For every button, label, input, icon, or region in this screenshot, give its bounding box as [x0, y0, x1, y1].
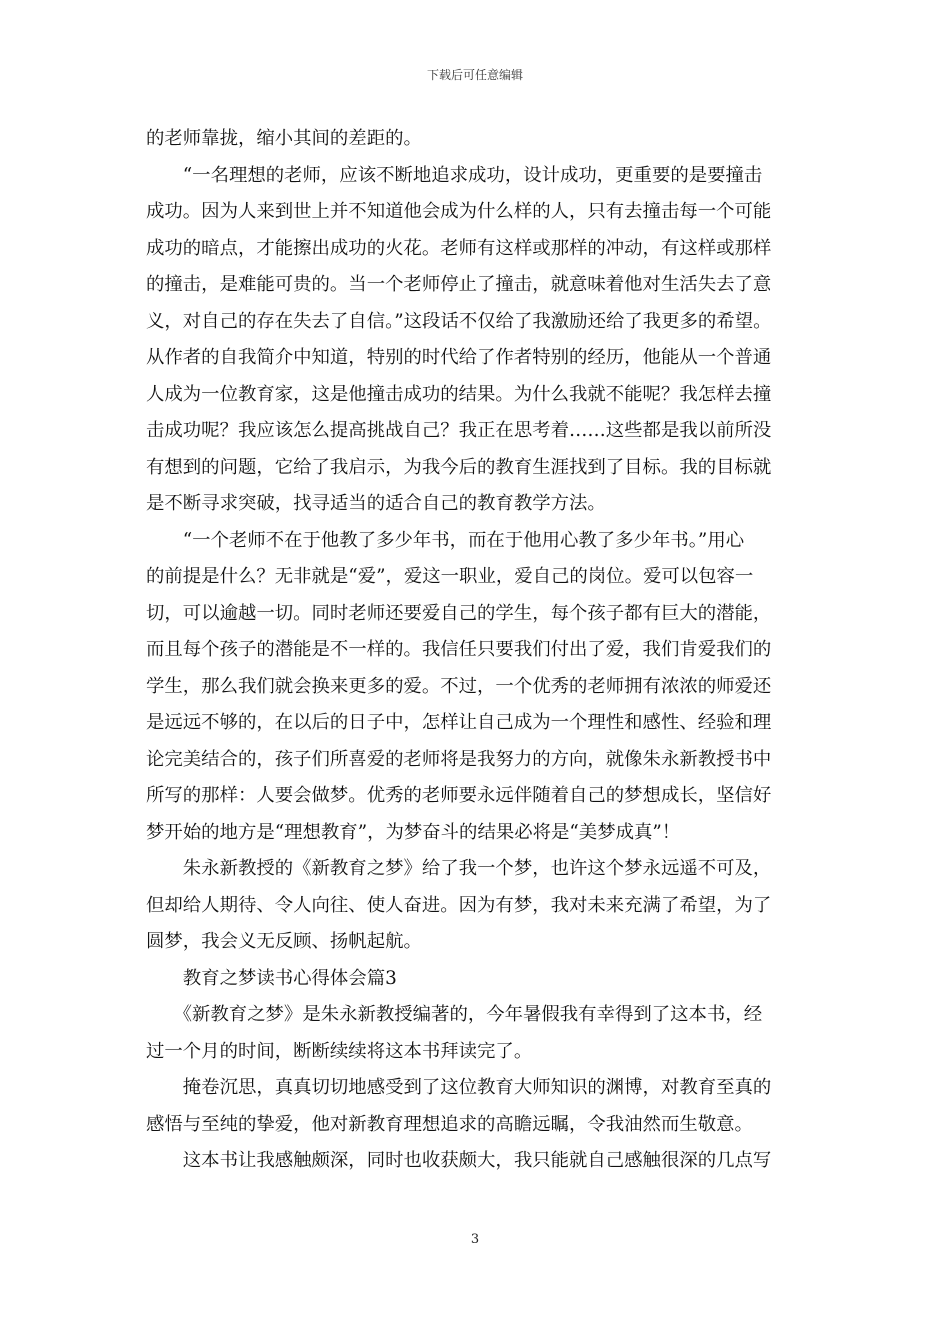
text-line: 人成为一位教育家，这是他撞击成功的结果。为什么我就不能呢？我怎样去撞 — [146, 383, 772, 405]
text-line: 圆梦，我会义无反顾、扬帆起航。 — [146, 931, 422, 952]
text-line: 感悟与至纯的挚爱，他对新教育理想追求的高瞻远瞩，令我油然而生敬意。 — [146, 1113, 753, 1135]
text-line: 教育之梦读书心得体会篇3 — [146, 967, 397, 989]
text-line: 的撞击，是难能可贵的。当一个老师停止了撞击，就意味着他对生活失去了意 — [146, 274, 772, 295]
text-line: 论完美结合的，孩子们所喜爱的老师将是我努力的方向，就像朱永新教授书中 — [146, 748, 772, 770]
page-header: 下载后可任意编辑 — [426, 68, 523, 82]
text-line: 的前提是什么？无非就是“爱”，爱这一职业，爱自己的岗位。爱可以包容一 — [146, 566, 754, 587]
text-line: 成功。因为人来到世上并不知道他会成为什么样的人，只有去撞击每一个可能 — [146, 201, 772, 222]
text-line: 所写的那样：人要会做梦。优秀的老师要永远伴随着自己的梦想成长，坚信好 — [146, 785, 772, 806]
text-line: 学生，那么我们就会换来更多的爱。不过，一个优秀的老师拥有浓浓的师爱还 — [146, 675, 772, 697]
page-number: 3 — [470, 1232, 480, 1247]
text-line: 成功的暗点，才能擦出成功的火花。老师有这样或那样的冲动，有这样或那样 — [146, 237, 772, 259]
text-line: 掩卷沉思，真真切切地感受到了这位教育大师知识的渊博，对教育至真的 — [146, 1077, 772, 1098]
text-line: 过一个月的时间，断断续续将这本书拜读完了。 — [146, 1040, 533, 1062]
text-line: 而且每个孩子的潜能是不一样的。我信任只要我们付出了爱，我们肯爱我们的 — [146, 639, 772, 660]
text-line: 这本书让我感触颇深，同时也收获颇大，我只能就自己感触很深的几点写 — [146, 1150, 772, 1171]
text-line: 有想到的问题，它给了我启示，为我今后的教育生涯找到了目标。我的目标就 — [146, 456, 772, 478]
text-line: 但却给人期待、令人向往、使人奋进。因为有梦，我对未来充满了希望，为了 — [146, 894, 772, 916]
text-line: 从作者的自我简介中知道，特别的时代给了作者特别的经历，他能从一个普通 — [146, 347, 772, 368]
text-line: 义，对自己的存在失去了自信。”这段话不仅给了我激励还给了我更多的希望。 — [146, 310, 772, 332]
text-line: 的老师靠拢，缩小其间的差距的。 — [146, 128, 422, 149]
text-line: “一个老师不在于他教了多少年书，而在于他用心教了多少年书。”用心 — [146, 529, 745, 551]
text-line: 击成功呢？我应该怎么提高挑战自己？我正在思考着……这些都是我以前所没 — [146, 420, 772, 441]
text-line: 是不断寻求突破，找寻适当的适合自己的教育教学方法。 — [146, 493, 606, 514]
text-line: “一名理想的老师，应该不断地追求成功，设计成功，更重要的是要撞击 — [146, 164, 763, 186]
text-line: 梦开始的地方是“理想教育”，为梦奋斗的结果必将是“美梦成真”！ — [146, 821, 681, 843]
text-line: 《新教育之梦》是朱永新教授编著的，今年暑假我有幸得到了这本书，经 — [146, 1004, 763, 1025]
text-line: 是远远不够的，在以后的日子中，怎样让自己成为一个理性和感性、经验和理 — [146, 712, 772, 733]
text-line: 切，可以逾越一切。同时老师还要爱自己的学生，每个孩子都有巨大的潜能， — [146, 602, 772, 624]
text-line: 朱永新教授的《新教育之梦》给了我一个梦，也许这个梦永远遥不可及， — [146, 858, 772, 879]
